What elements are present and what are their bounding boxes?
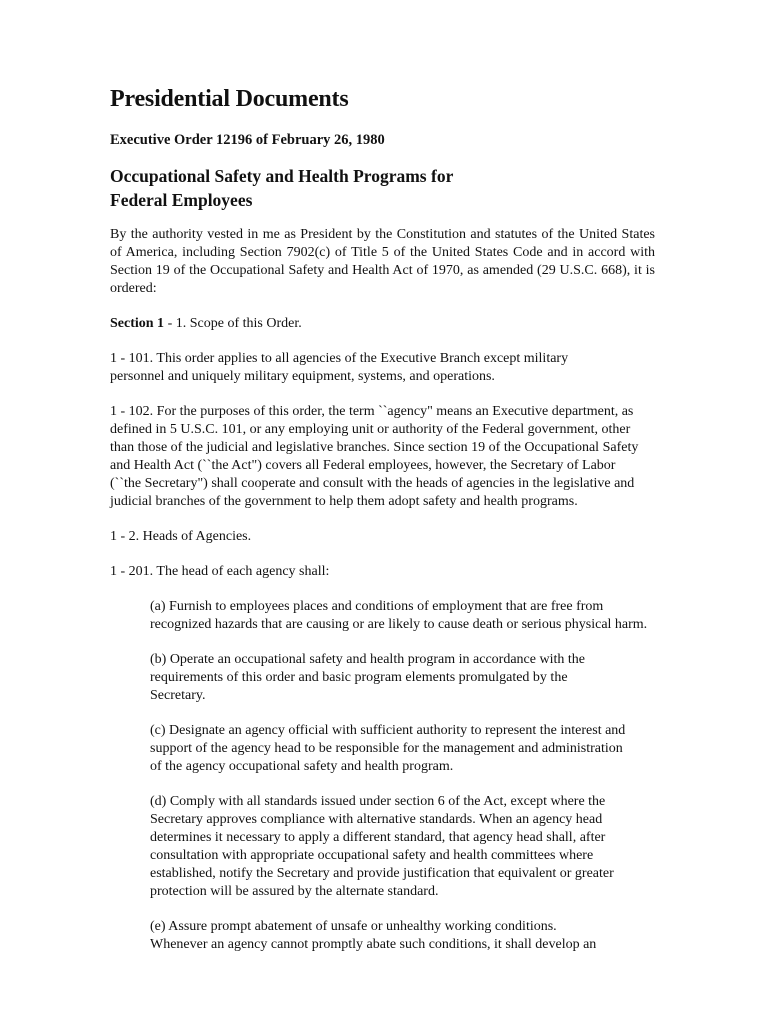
section-title: - 1. Scope of this Order. (164, 316, 302, 331)
text-line: of the agency occupational safety and health program. (150, 759, 454, 774)
text-line: requirements of this order and basic program elements promulgated by the (150, 670, 568, 685)
text-line: consultation with appropriate occupational safety and health committees where (150, 848, 594, 863)
text-line: determines it necessary to apply a different standard, that agency head shall, after (150, 830, 606, 845)
list-item-b (150, 651, 655, 705)
text-line: (``the Secretary") shall cooperate and consult with the heads of agencies in the legislative and (110, 476, 635, 491)
list-item-c (150, 722, 655, 776)
text-line: 1 - 102. For the purposes of this order, the term ``agency" means an Executive department, as (110, 404, 634, 419)
text-line: (c) Designate an agency official with sufficient authority to represent the interest and (150, 723, 626, 738)
paragraph-1-101 (110, 350, 655, 386)
paragraph-1-2: 1 - 2. Heads of Agencies. (110, 529, 252, 544)
text-line: 1 - 101. This order applies to all agencies of the Executive Branch except military (110, 351, 569, 366)
text-line: than those of the judicial and legislative branches. Since section 19 of the Occupational Safety (110, 440, 639, 455)
text-line: protection will be assured by the alternate standard. (150, 884, 439, 899)
section-label: Section 1 (110, 316, 165, 331)
text-line: support of the agency head to be responsible for the management and administration (150, 741, 623, 756)
list-item-d (150, 793, 655, 901)
order-subject (110, 165, 655, 212)
text-line: (a) Furnish to employees places and conditions of employment that are free from (150, 599, 604, 614)
text-line: Secretary approves compliance with alternative standards. When an agency head (150, 812, 603, 827)
list-item-a (150, 598, 655, 634)
text-line: personnel and uniquely military equipment, systems, and operations. (110, 369, 495, 384)
executive-order-line: Executive Order 12196 of February 26, 1980 (110, 132, 385, 148)
paragraph-1-201: 1 - 201. The head of each agency shall: (110, 564, 330, 579)
text-line: Whenever an agency cannot promptly abate such conditions, it shall develop an (150, 937, 597, 952)
document-page (110, 84, 655, 954)
section-heading (110, 315, 655, 333)
page-title: Presidential Documents (110, 86, 349, 112)
text-line: and Health Act (``the Act") covers all Federal employees, however, the Secretary of Labor (110, 458, 616, 473)
intro-paragraph: By the authority vested in me as President by the Constitution and statutes of the United States of America, including Section 7902(c) of Title 5 of the United States Code and in accord with Section 19 of the Occupational Safety and Health Act of 1970, as amended (29 U.S.C. 668), it is ordered: (110, 227, 655, 296)
text-line: established, notify the Secretary and provide justification that equivalent or greater (150, 866, 614, 881)
paragraph-1-102 (110, 403, 655, 511)
text-line: (d) Comply with all standards issued under section 6 of the Act, except where the (150, 794, 606, 809)
text-line: recognized hazards that are causing or are likely to cause death or serious physical harm. (150, 617, 648, 632)
text-line: (b) Operate an occupational safety and health program in accordance with the (150, 652, 585, 667)
list-item-e (150, 918, 655, 954)
subject-line: Occupational Safety and Health Programs for (110, 166, 454, 186)
text-line: judicial branches of the government to help them adopt safety and health programs. (110, 494, 578, 509)
text-line: Secretary. (150, 688, 206, 703)
text-line: defined in 5 U.S.C. 101, or any employing unit or authority of the Federal government, other (110, 422, 631, 437)
subject-line: Federal Employees (110, 189, 253, 210)
text-line: (e) Assure prompt abatement of unsafe or unhealthy working conditions. (150, 919, 557, 934)
